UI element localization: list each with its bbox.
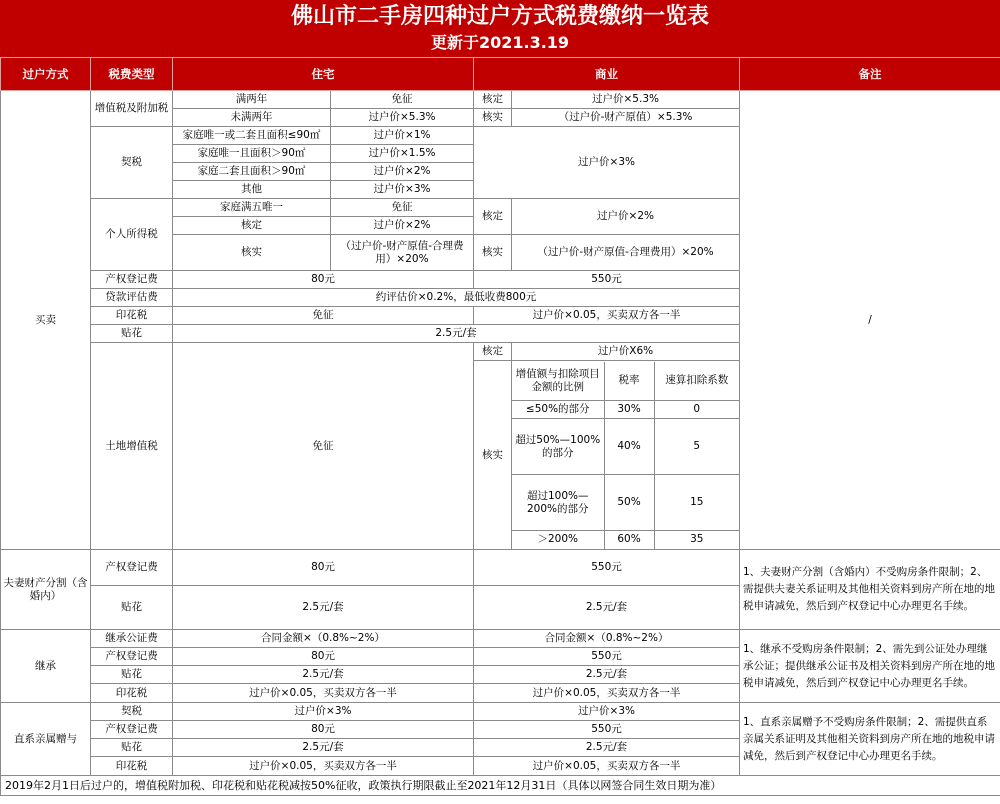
land-vat-com-lbl-2: 核实: [474, 361, 512, 550]
inherit-notary-res: 合同金额×（0.8%~2%）: [173, 630, 474, 648]
header-commercial: 商业: [474, 58, 740, 91]
sub-row-4-deduction: 35: [654, 531, 739, 549]
method-divorce: 夫妻财产分割（含婚内）: [1, 550, 91, 630]
deed-cond-2: 家庭唯一且面积＞90㎡: [173, 145, 331, 163]
gift-deed-com: 过户价×3%: [474, 703, 740, 721]
inherit-notary-com: 合同金额×（0.8%~2%）: [474, 630, 740, 648]
divorce-stamp-label: 贴花: [91, 586, 173, 630]
method-gift: 直系亲属赠与: [1, 703, 91, 776]
inherit-registration-com: 550元: [474, 648, 740, 666]
vat-res-2: 过户价×5.3%: [331, 109, 474, 127]
deed-cond-1: 家庭唯一或二套且面积≤90㎡: [173, 127, 331, 145]
sub-row-4-ratio: ＞200%: [512, 531, 604, 549]
gift-deed-res: 过户价×3%: [173, 703, 474, 721]
header-remarks: 备注: [740, 58, 1000, 91]
income-cond-3: 核实: [173, 235, 331, 271]
update-date: 更新于2021.3.19: [430, 33, 570, 52]
inherit-registration-res: 80元: [173, 648, 474, 666]
inherit-stamp-tax-res: 过户价×0.05，买卖双方各一半: [173, 684, 474, 703]
page-title: 佛山市二手房四种过户方式税费缴纳一览表: [290, 4, 709, 29]
sub-row-2-deduction: 5: [654, 419, 739, 475]
vat-cond-1: 满两年: [173, 91, 331, 109]
registration-label: 产权登记费: [91, 271, 173, 289]
title-banner: [0, 0, 1000, 57]
vat-com-1: 过户价×5.3%: [512, 91, 740, 109]
sub-row-2-ratio: 超过50%—100%的部分: [512, 419, 604, 475]
sub-row-4-rate: 60%: [604, 531, 654, 549]
method-inherit: 继承: [1, 630, 91, 703]
vat-res-1: 免征: [331, 91, 474, 109]
sub-row-1-ratio: ≤50%的部分: [512, 401, 604, 419]
deed-res-1: 过户价×1%: [331, 127, 474, 145]
registration-res: 80元: [173, 271, 474, 289]
income-res-2: 过户价×2%: [331, 217, 474, 235]
stamp-tax-label: 印花税: [91, 307, 173, 325]
appraisal-value: 约评估价×0.2%，最低收费800元: [173, 289, 740, 307]
inherit-stamp-com: 2.5元/套: [474, 666, 740, 684]
sub-row-1-deduction: 0: [654, 401, 739, 419]
deed-cond-3: 家庭二套且面积＞90㎡: [173, 163, 331, 181]
deed-cond-4: 其他: [173, 181, 331, 199]
stamp-label: 贴花: [91, 325, 173, 343]
inherit-remarks: 1、继承不受购房条件限制；2、需先到公证处办理继承公证；提供继承公证书及相关资料到房产所在地的地税申请减免，然后到产权登记中心办理更名手续。: [740, 630, 1000, 703]
divorce-stamp-com: 2.5元/套: [474, 586, 740, 630]
sub-row-2-rate: 40%: [604, 419, 654, 475]
header-residential: 住宅: [173, 58, 474, 91]
gift-remarks: 1、直系亲属赠予不受购房条件限制；2、需提供直系亲属关系证明及其他相关资料到房产所在地的地税申请减免，然后到产权登记中心办理更名手续。: [740, 703, 1000, 776]
gift-deed-label: 契税: [91, 703, 173, 721]
sub-row-3-ratio: 超过100%—200%的部分: [512, 475, 604, 531]
income-com-1: 过户价×2%: [512, 199, 740, 235]
deed-res-3: 过户价×2%: [331, 163, 474, 181]
deed-res-4: 过户价×3%: [331, 181, 474, 199]
gift-stamp-res: 2.5元/套: [173, 739, 474, 757]
inherit-notary-label: 继承公证费: [91, 630, 173, 648]
sale-remarks: /: [740, 91, 1000, 550]
sub-row-3-rate: 50%: [604, 475, 654, 531]
gift-stamp-com: 2.5元/套: [474, 739, 740, 757]
land-vat-subtable: [512, 362, 739, 549]
gift-stamp-tax-res: 过户价×0.05，买卖双方各一半: [173, 757, 474, 776]
stamp-tax-res: 免征: [173, 307, 474, 325]
land-vat-res: 免征: [173, 343, 474, 550]
land-vat-com-1: 过户价X6%: [512, 343, 740, 361]
divorce-registration-com: 550元: [474, 550, 740, 586]
sub-row-3-deduction: 15: [654, 475, 739, 531]
method-sale: 买卖: [1, 91, 91, 550]
income-cond-1: 家庭满五唯一: [173, 199, 331, 217]
inherit-stamp-tax-label: 印花税: [91, 684, 173, 703]
gift-stamp-tax-label: 印花税: [91, 757, 173, 776]
inherit-stamp-label: 贴花: [91, 666, 173, 684]
sub-header-deduction: 速算扣除系数: [654, 362, 739, 401]
sub-header-rate: 税率: [604, 362, 654, 401]
divorce-registration-res: 80元: [173, 550, 474, 586]
income-label: 个人所得税: [91, 199, 173, 271]
header-method: 过户方式: [1, 58, 91, 91]
gift-registration-com: 550元: [474, 721, 740, 739]
gift-registration-res: 80元: [173, 721, 474, 739]
land-vat-subtable-cell: [512, 361, 740, 550]
gift-registration-label: 产权登记费: [91, 721, 173, 739]
footer-note: 2019年2月1日后过户的，增值税附加税、印花税和贴花税减按50%征收，政策执行期限截止至2021年12月31日（具体以网签合同生效日期为准）: [1, 776, 1000, 796]
gift-stamp-label: 贴花: [91, 739, 173, 757]
stamp-value: 2.5元/套: [173, 325, 740, 343]
gift-stamp-tax-com: 过户价×0.05，买卖双方各一半: [474, 757, 740, 776]
tax-table: [0, 57, 1000, 796]
divorce-stamp-res: 2.5元/套: [173, 586, 474, 630]
deed-label: 契税: [91, 127, 173, 199]
sub-header-ratio: 增值额与扣除项目金额的比例: [512, 362, 604, 401]
vat-com-lbl-1: 核定: [474, 91, 512, 109]
income-cond-2: 核定: [173, 217, 331, 235]
income-com-2: （过户价-财产原值-合理费用）×20%: [512, 235, 740, 271]
deed-res-2: 过户价×1.5%: [331, 145, 474, 163]
appraisal-label: 贷款评估费: [91, 289, 173, 307]
income-res-1: 免征: [331, 199, 474, 217]
vat-label: 增值税及附加税: [91, 91, 173, 127]
vat-com-lbl-2: 核实: [474, 109, 512, 127]
inherit-stamp-tax-com: 过户价×0.05，买卖双方各一半: [474, 684, 740, 703]
land-vat-label: 土地增值税: [91, 343, 173, 550]
income-res-3: （过户价-财产原值-合理费用）×20%: [331, 235, 474, 271]
land-vat-com-lbl-1: 核定: [474, 343, 512, 361]
registration-com: 550元: [474, 271, 740, 289]
stamp-tax-com: 过户价×0.05，买卖双方各一半: [474, 307, 740, 325]
income-com-lbl-2: 核实: [474, 235, 512, 271]
header-row: [1, 58, 1000, 91]
vat-cond-2: 未满两年: [173, 109, 331, 127]
vat-com-2: （过户价-财产原值）×5.3%: [512, 109, 740, 127]
header-tax-type: 税费类型: [91, 58, 173, 91]
inherit-stamp-res: 2.5元/套: [173, 666, 474, 684]
divorce-registration-label: 产权登记费: [91, 550, 173, 586]
deed-commercial: 过户价×3%: [474, 127, 740, 199]
income-com-lbl-1: 核定: [474, 199, 512, 235]
sub-row-1-rate: 30%: [604, 401, 654, 419]
divorce-remarks: 1、夫妻财产分割（含婚内）不受购房条件限制；2、需提供夫妻关系证明及其他相关资料到房产所在地的地税申请减免，然后到产权登记中心办理更名手续。: [740, 550, 1000, 630]
inherit-registration-label: 产权登记费: [91, 648, 173, 666]
